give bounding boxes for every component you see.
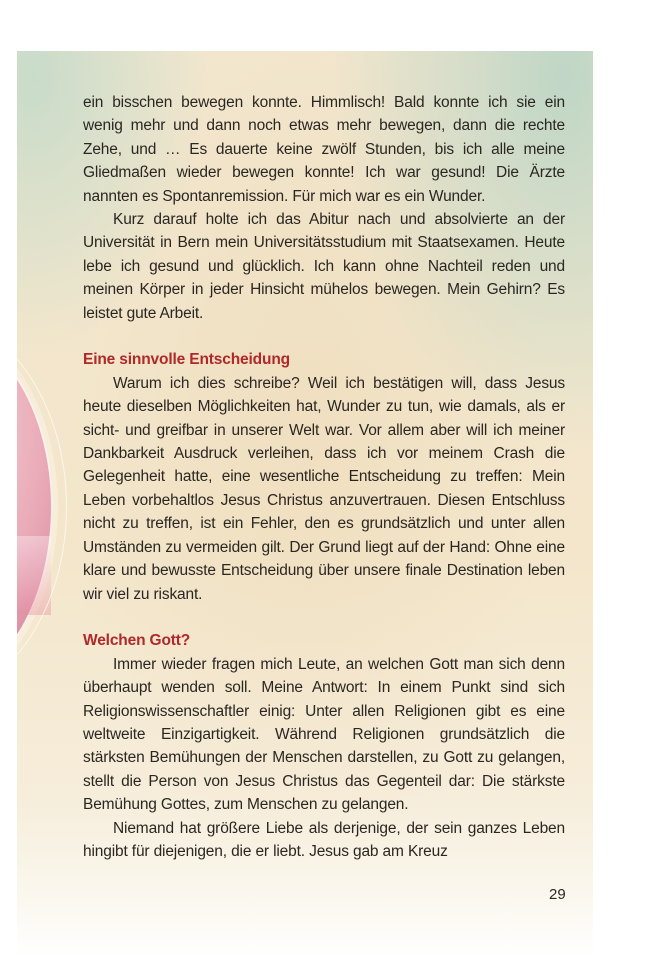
paragraph: Kurz darauf holte ich das Abitur nach und absolvierte an der Universität in Bern mein Universitätsstudium mit Staatsexamen. Heute lebe ich gesund und glücklich. Ich kann ohne Nachteil reden und meinen Körper in jeder Hinsicht mühelos bewegen. Mein Gehirn? Es leistet gute Arbeit.	[83, 211, 565, 322]
paragraph: Immer wieder fragen mich Leute, an welchen Gott man sich denn überhaupt wenden soll. Meine Antwort: In einem Punkt sind sich Religionswissenschaftler einig: Unter allen Religionen gibt es eine weltweite Einzigartigkeit. Während Religionen grundsätzlich die stärksten Bemühungen der Menschen darstellen, zu Gott zu gelangen, stellt die Person von Jesus Christus das Gegenteil dar: Die stärkste Bemühung Gottes, zum Menschen zu gelangen.	[83, 655, 565, 814]
page-number: 29	[549, 886, 566, 903]
paragraph: Warum ich dies schreibe? Weil ich bestätigen will, dass Jesus heute dieselben Möglichkeiten hat, Wunder zu tun, wie damals, als er sicht- und greifbar in unserer Welt war. Vor allem aber will ich meiner Dankbarkeit Ausdruck verleihen, dass ich vor meinem Crash die Gelegenheit hatte, eine wesentliche Entscheidung zu treffen: Mein Leben vorbehaltlos Jesus Christus anzuvertrauen. Diesen Entschluss nicht zu treffen, ist ein Fehler, den es grundsätzlich und unter allen Umständen zu vermeiden gilt. Der Grund liegt auf der Hand: Ohne eine klare und bewusste Entscheidung über unsere finale Destination leben wir viel zu riskant.	[83, 374, 565, 603]
decorative-ring	[17, 313, 67, 701]
paragraph: Niemand hat größere Liebe als derjenige, der sein ganzes Leben hingibt für diejenigen, die er liebt. Jesus gab am Kreuz	[83, 819, 565, 860]
book-page	[17, 51, 593, 958]
page-text	[83, 91, 565, 863]
paragraph: ein bisschen bewegen konnte. Himmlisch! Bald konnte ich sie ein wenig mehr und dann noch etwas mehr bewegen, dann die rechte Zehe, und … Es dauerte keine zwölf Stunden, bis ich alle meine Gliedmaßen wieder bewegen konnte! Ich war gesund! Die Ärzte nannten es Spontanremission. Für mich war es ein Wunder.	[83, 94, 565, 205]
section-heading: Eine sinnvolle Entscheidung	[83, 351, 290, 369]
section-heading: Welchen Gott?	[83, 632, 191, 650]
spacer	[83, 606, 565, 629]
spacer	[83, 325, 565, 348]
